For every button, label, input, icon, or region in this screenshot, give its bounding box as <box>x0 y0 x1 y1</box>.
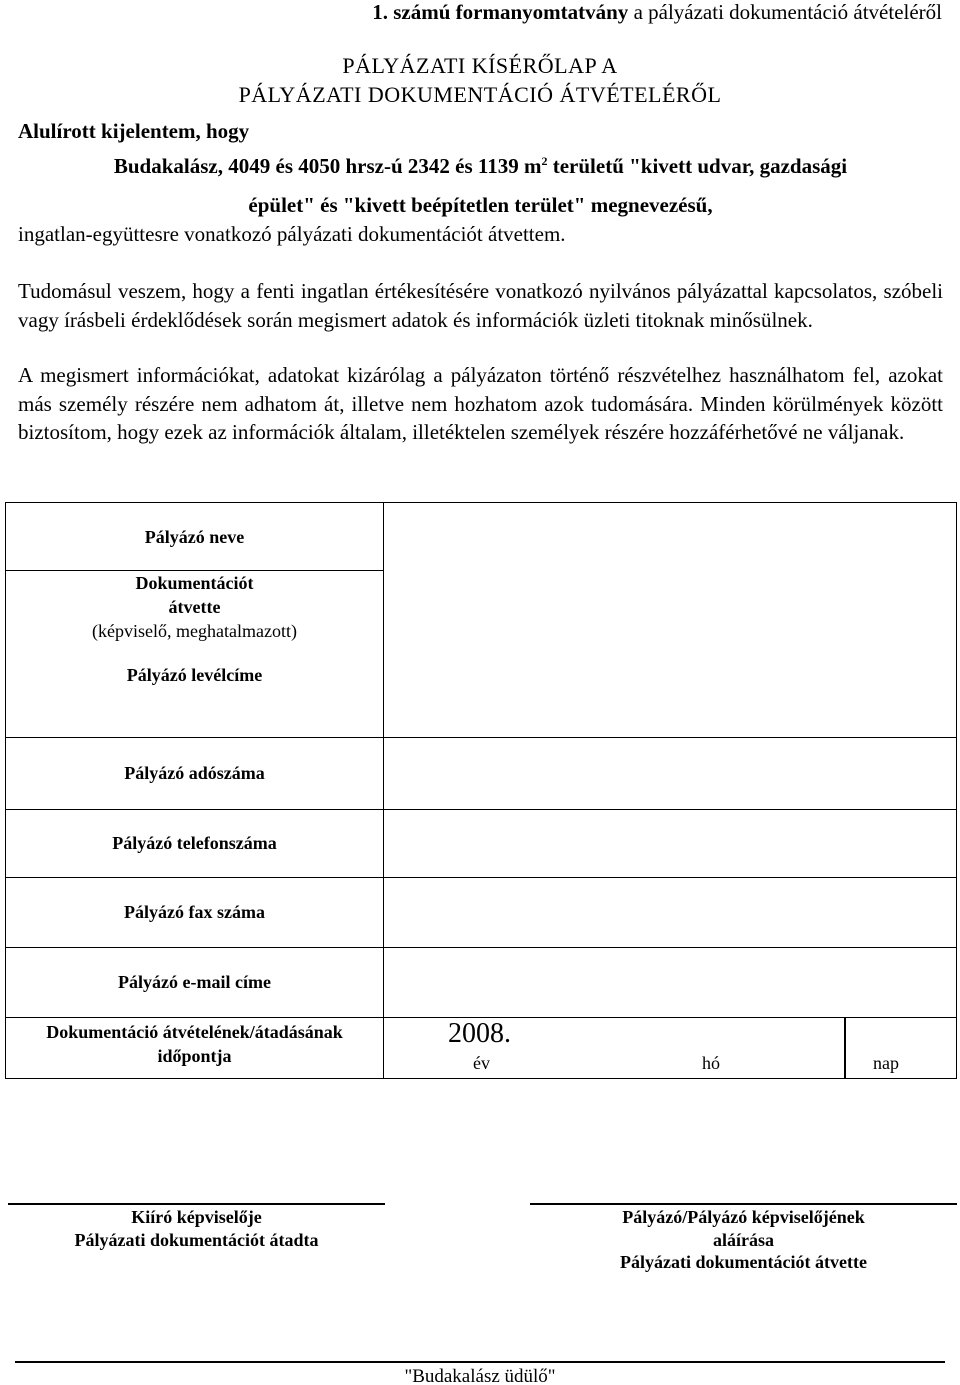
applicant-name-label: Pályázó neve <box>6 503 384 571</box>
applicant-data-table <box>5 502 957 1079</box>
property-description-line2: épület" és "kivett beépítetlen terület" megnevezésű, <box>248 193 713 217</box>
footer-text: "Budakalász üdülő" <box>404 1366 556 1385</box>
declaration-lead: Alulírott kijelentem, hogy <box>18 119 250 143</box>
applicant-email-label: Pályázó e-mail címe <box>6 947 384 1017</box>
date-year-label: év <box>473 1052 490 1073</box>
applicant-address-label: Pályázó levélcíme <box>6 643 384 737</box>
property-description-line3: ingatlan-együttesre vonatkozó pályázati dokumentációt átvettem. <box>18 222 566 246</box>
table-row <box>6 1017 957 1078</box>
document-title-line1: PÁLYÁZATI KÍSÉRŐLAP A <box>342 53 618 78</box>
confidentiality-paragraph-2: A megismert információkat, adatokat kizárólag a pályázaton történő részvételhez használhatom fel, azokat más személy részére nem adhatom át, illetve nem hozhatom azok tudomására. Minden körülmények között biztosítom, hogy ezek az információk általam, illetéktelen személyek részére hozzáférhetővé ne váljanak. <box>18 363 943 444</box>
applicant-phone-field[interactable] <box>384 809 957 877</box>
form-number: 1. számú formanyomtatvány <box>372 0 629 24</box>
table-row <box>6 947 957 1017</box>
table-row <box>6 877 957 947</box>
handover-date-label: Dokumentáció átvételének/átadásának időpontja <box>6 1017 384 1078</box>
form-reference <box>372 0 942 25</box>
property-description-line1: Budakalász, 4049 és 4050 hrsz-ú 2342 és 1139 $m^2$ területű "kivett udvar, gazdasági <box>113 154 848 178</box>
applicant-fax-field[interactable] <box>384 877 957 947</box>
applicant-tax-number-field[interactable] <box>384 737 957 809</box>
document-title-line2: PÁLYÁZATI DOKUMENTÁCIÓ ÁTVÉTELÉRŐL <box>238 82 722 107</box>
date-month-label: hó <box>702 1052 720 1073</box>
doc-received-by-label: Dokumentációt átvette (képviselő, meghatalmazott) <box>6 571 384 644</box>
issuer-signature-line[interactable] <box>8 1203 385 1205</box>
applicant-name-field[interactable] <box>384 503 957 738</box>
applicant-email-field[interactable] <box>384 947 957 1017</box>
date-year-value: 2008. <box>448 1017 511 1049</box>
table-row <box>6 503 957 571</box>
applicant-fax-label: Pályázó fax száma <box>6 877 384 947</box>
issuer-signature-caption: Kiíró képviselője Pályázati dokumentációt átadta <box>74 1207 319 1250</box>
form-title: a pályázati dokumentáció átvételéről <box>628 0 942 24</box>
applicant-tax-number-label: Pályázó adószáma <box>6 737 384 809</box>
date-divider <box>844 1018 846 1078</box>
table-row <box>6 809 957 877</box>
applicant-signature-caption: Pályázó/Pályázó képviselőjének aláírása Pályázati dokumentációt átvette <box>620 1207 867 1272</box>
footer-divider <box>15 1361 945 1363</box>
applicant-signature-line[interactable] <box>530 1203 957 1205</box>
handover-date-field[interactable] <box>384 1017 957 1078</box>
confidentiality-paragraph-1: Tudomásul veszem, hogy a fenti ingatlan értékesítésére vonatkozó nyilvános pályázattal kapcsolatos, szóbeli vagy írásbeli érdeklődések során megismert adatok és információk üzleti titoknak minősülnek. <box>18 279 943 332</box>
table-row <box>6 737 957 809</box>
applicant-phone-label: Pályázó telefonszáma <box>6 809 384 877</box>
date-day-label: nap <box>873 1052 899 1073</box>
